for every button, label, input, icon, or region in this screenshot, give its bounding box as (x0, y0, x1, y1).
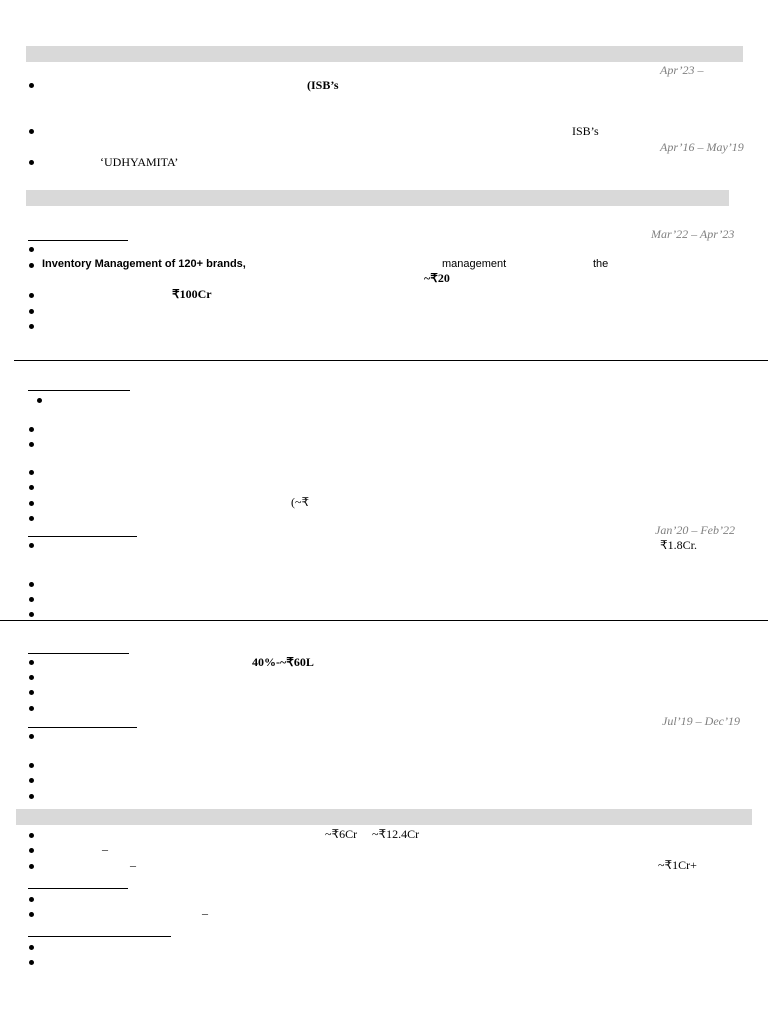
divider-line (0, 620, 768, 621)
text-fragment: (ISB’s (307, 78, 339, 92)
text-fragment: – (102, 842, 108, 856)
bullet (29, 706, 34, 711)
bullet (29, 293, 34, 298)
divider-line (14, 360, 768, 361)
bullet (29, 794, 34, 799)
bullet (29, 309, 34, 314)
subheading-underline (28, 536, 137, 537)
text-fragment: – (130, 858, 136, 872)
bullet (29, 864, 34, 869)
bullet (29, 612, 34, 617)
bullet (29, 597, 34, 602)
bullet (29, 960, 34, 965)
bullet (29, 763, 34, 768)
section-header-band-3 (16, 809, 752, 825)
bullet (29, 897, 34, 902)
bullet (29, 427, 34, 432)
bullet (29, 734, 34, 739)
subheading-underline (28, 390, 130, 391)
text-fragment: ISB’s (572, 124, 599, 138)
bullet (29, 543, 34, 548)
subheading-underline (28, 936, 171, 937)
text-fragment: management (442, 258, 507, 270)
bullet (29, 912, 34, 917)
date-range: Mar’22 – Apr’23 (651, 227, 735, 241)
bullet (29, 778, 34, 783)
subheading-underline (28, 888, 128, 889)
bullet (29, 442, 34, 447)
bullet (29, 660, 34, 665)
bullet (29, 83, 34, 88)
bullet (37, 398, 42, 403)
bullet (29, 690, 34, 695)
text-fragment: Inventory Management of 120+ brands, (42, 258, 246, 270)
bullet (29, 263, 34, 268)
text-fragment: ~₹1Cr+ (658, 858, 697, 872)
date-range: Apr’23 – (660, 63, 704, 77)
bullet (29, 247, 34, 252)
text-fragment: – (202, 906, 208, 920)
text-fragment: 40%-~₹60L (252, 655, 314, 669)
bullet (29, 516, 34, 521)
text-fragment: ₹1.8Cr. (660, 538, 697, 552)
bullet (29, 675, 34, 680)
text-fragment: ~₹12.4Cr (372, 827, 420, 841)
date-range: Jan’20 – Feb’22 (655, 523, 735, 537)
bullet (29, 582, 34, 587)
bullet (29, 501, 34, 506)
bullet (29, 848, 34, 853)
subheading-underline (28, 653, 129, 654)
section-header-band-1 (26, 46, 743, 62)
date-range: Jul’19 – Dec’19 (662, 714, 740, 728)
bullet (29, 485, 34, 490)
text-fragment: ~₹20 (424, 271, 450, 285)
bullet (29, 160, 34, 165)
subheading-underline (28, 240, 128, 241)
text-fragment: ‘UDHYAMITA’ (100, 155, 179, 169)
section-header-band-2 (26, 190, 729, 206)
bullet (29, 129, 34, 134)
date-range: Apr’16 – May’19 (660, 140, 744, 154)
bullet (29, 833, 34, 838)
text-fragment: (~₹ (291, 495, 310, 509)
bullet (29, 945, 34, 950)
text-fragment: ~₹6Cr (325, 827, 358, 841)
text-fragment: ₹100Cr (172, 287, 212, 301)
text-fragment: the (593, 258, 609, 270)
subheading-underline (28, 727, 137, 728)
bullet (29, 324, 34, 329)
bullet (29, 470, 34, 475)
